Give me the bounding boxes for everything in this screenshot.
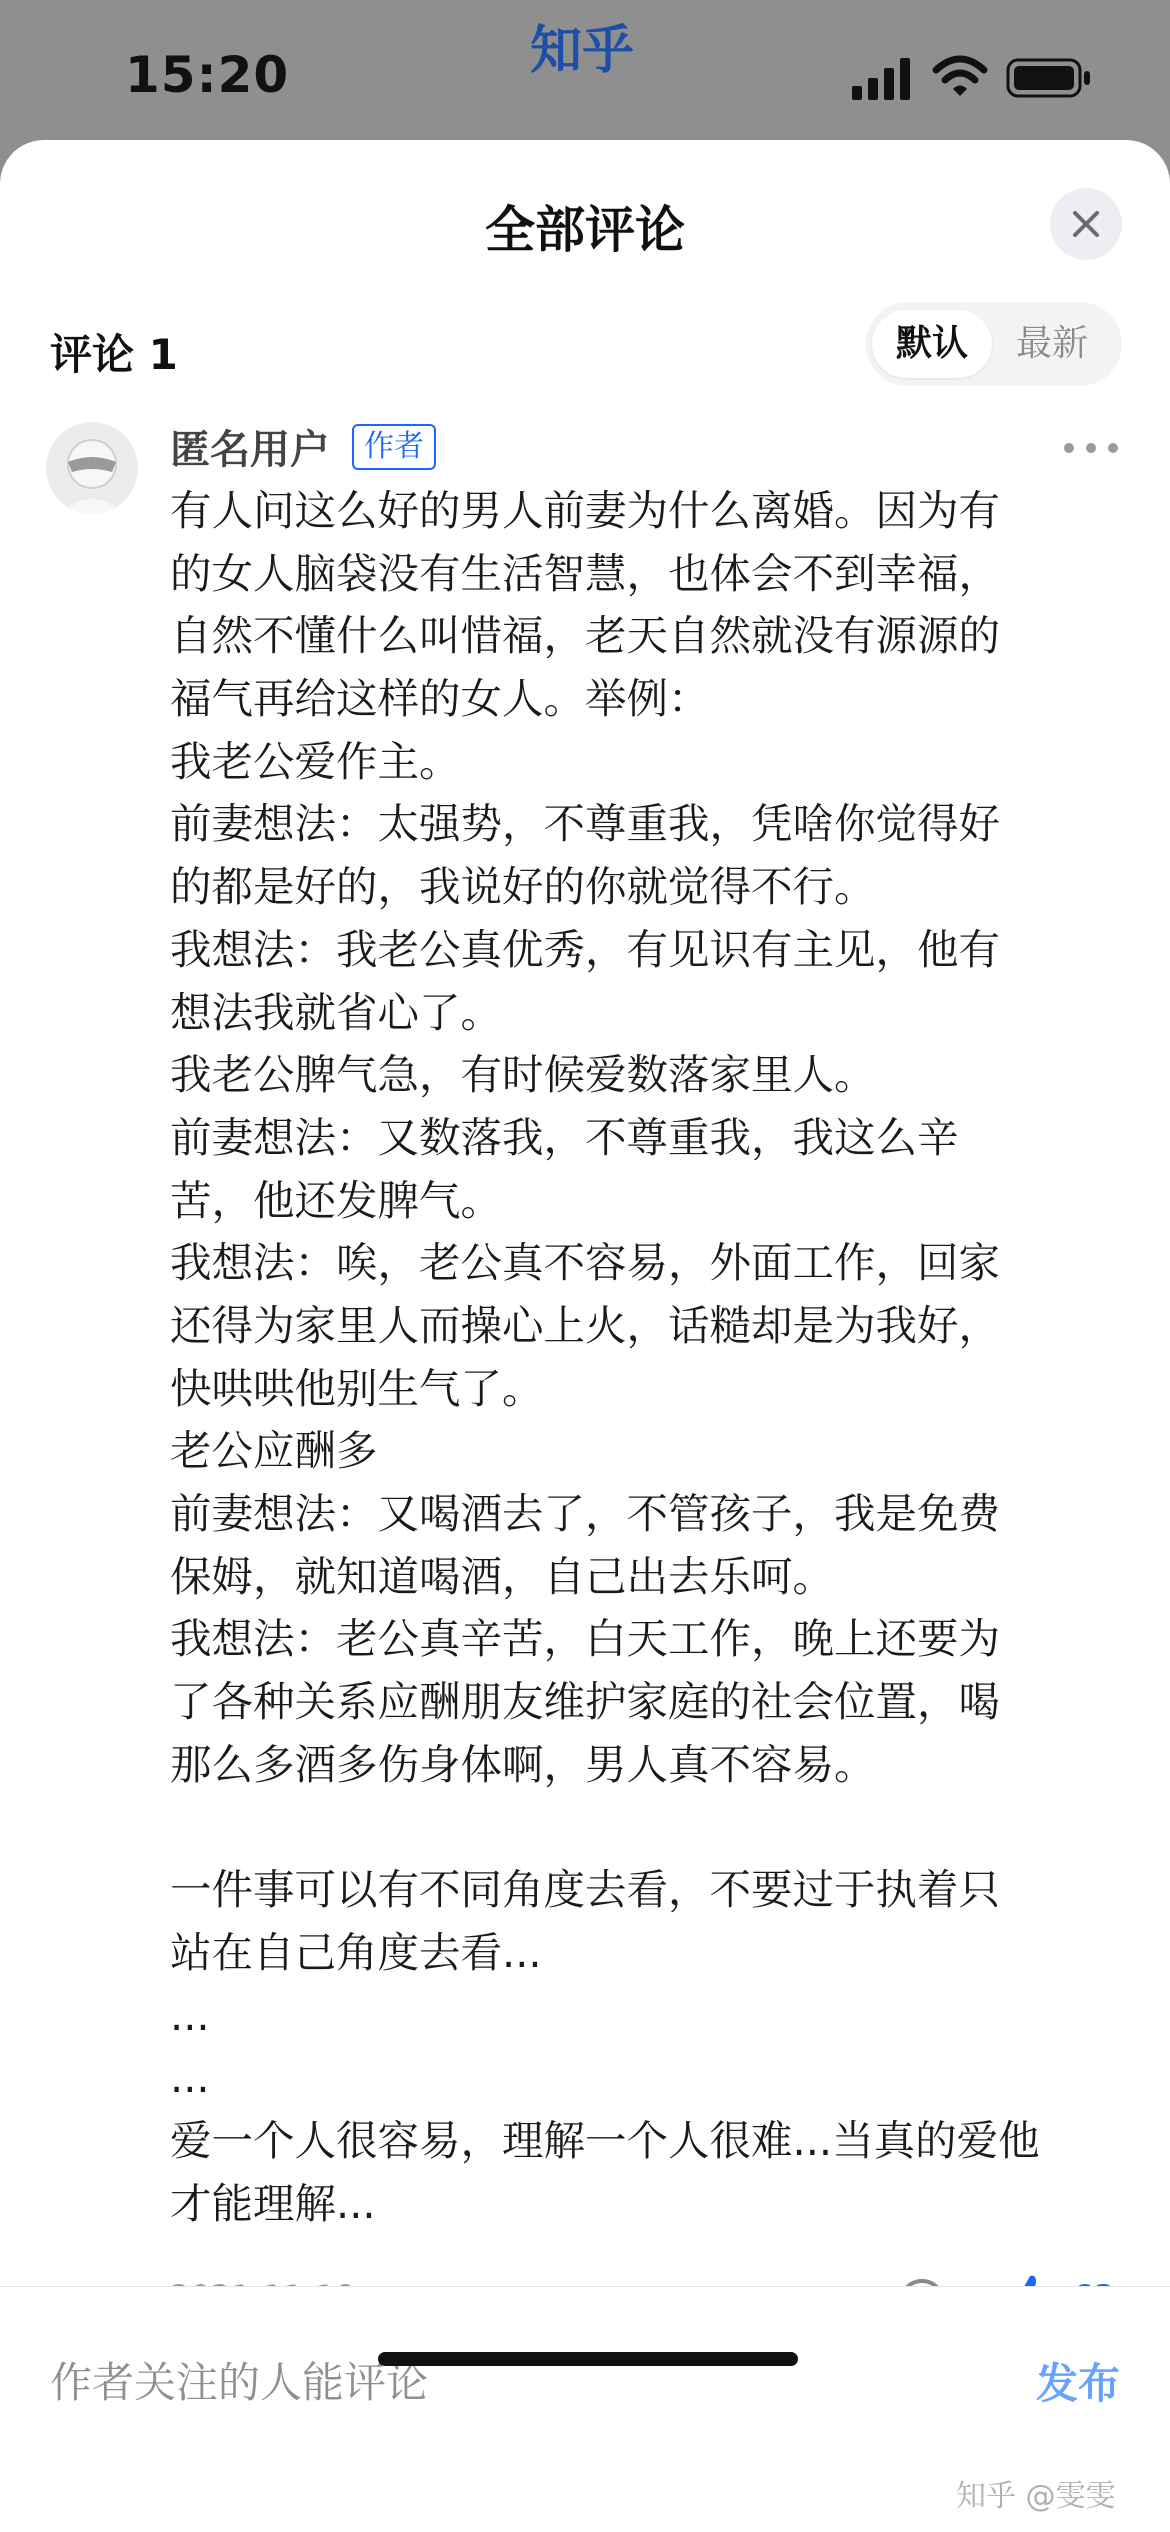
comment-line: 快哄哄他别生气了。 [170,1363,544,1413]
comment-text [170,480,1130,2235]
author-badge: 作者 [352,424,436,470]
comment-line: 老公应酬多 [170,1426,378,1476]
comment-line: 前妻想法：太强势，不尊重我，凭啥你觉得好 [170,799,1001,849]
comment-line: 我老公脾气急，有时候爱数落家里人。 [170,1050,876,1100]
comment-line: 苦，他还发脾气。 [170,1175,503,1225]
more-icon[interactable] [1062,440,1120,456]
comment-composer [0,2286,1170,2532]
sort-toggle [866,302,1122,386]
comment-line: 前妻想法：又数落我，不尊重我，我这么辛 [170,1112,959,1162]
comment-line: 才能理解... [170,2178,376,2228]
comment-line: 我想法：老公真辛苦，白天工作，晚上还要为 [170,1614,1001,1664]
comment-line: 福气再给这样的女人。举例： [170,674,710,724]
status-bar [0,0,1170,140]
comment-line [170,1796,1130,1859]
avatar[interactable] [46,422,138,514]
close-icon [1071,209,1101,239]
comment-line: 一件事可以有不同角度去看，不要过于执着只 [170,1865,1001,1915]
comment-line: 有人问这么好的男人前妻为什么离婚。因为有 [170,486,1001,535]
comment-line: 了各种关系应酬朋友维护家庭的社会位置，喝 [170,1677,1001,1727]
anonymous-avatar-icon [46,422,138,514]
signal-icon [852,58,912,100]
sheet-title: 全部评论 [485,201,685,259]
comment-line: 保姆，就知道喝酒，自己出去乐呵。 [170,1551,835,1601]
battery-icon [1006,58,1092,98]
comment-count: 评论 1 [50,330,178,379]
comment-line: 的都是好的，我说好的你就觉得不行。 [170,862,876,912]
comment-line: 我想法：我老公真优秀，有见识有主见，他有 [170,924,1001,974]
comment-line: 前妻想法：又喝酒去了，不管孩子，我是免费 [170,1489,1001,1538]
comment-line: ... [170,1990,210,2040]
comment-line: 那么多酒多伤身体啊，男人真不容易。 [170,1739,876,1789]
comment-line: 我老公爱作主。 [170,736,461,786]
comment-line: 我想法：唉，老公真不容易，外面工作，回家 [170,1238,1001,1288]
sort-default-tab[interactable]: 默认 [872,310,992,378]
zhihu-logo: 知乎 [530,21,635,81]
comment-line: 站在自己角度去看... [170,1927,542,1977]
status-time: 15:20 [125,46,290,104]
comment-line: ... [170,2053,210,2103]
comments-sheet [0,140,1170,2532]
wifi-icon [932,54,988,98]
comment-line: 的女人脑袋没有生活智慧，也体会不到幸福， [170,548,1001,598]
home-indicator[interactable] [378,2352,798,2366]
comment-line: 爱一个人很容易，理解一个人很难...当真的爱他 [170,2115,1040,2165]
sort-latest-tab[interactable]: 最新 [1015,323,1088,364]
comment-line: 想法我就省心了。 [170,987,503,1037]
comment-username[interactable]: 匿名用户 [170,427,330,473]
close-button[interactable] [1050,188,1122,260]
publish-button[interactable]: 发布 [1036,2359,1121,2408]
comment-line: 自然不懂什么叫惜福，老天自然就没有源源的 [170,611,1001,661]
watermark: 知乎 @雯雯 [956,2479,1116,2514]
comment-line: 还得为家里人而操心上火，话糙却是为我好， [170,1300,1001,1350]
